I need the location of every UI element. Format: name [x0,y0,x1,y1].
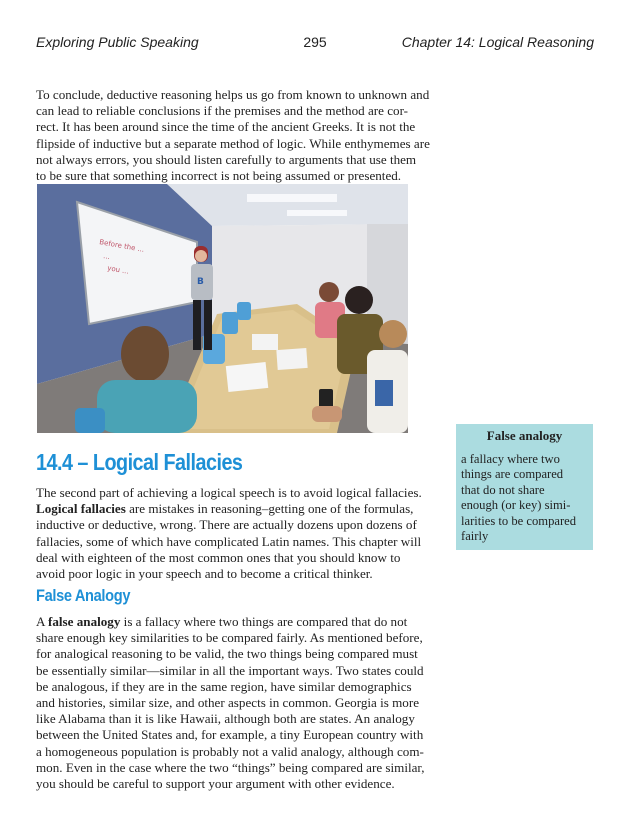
definition-sidebar [456,424,593,550]
intro-line: flipside of inductive but a separate method of logic. While enthymemes are [36,135,430,151]
sidebar-title: False analogy [486,428,563,443]
sidebar-line: that do not share [461,482,545,497]
sidebar-line: things are compared [461,467,564,482]
fallacies-line: inductive or deductive, wrong. There are actually dozens upon dozens of [36,517,417,533]
analogy-line-rest: is a fallacy where two things are compared that do not [120,614,408,629]
analogy-line: between the United States and, for example, a tiny European country with [36,727,424,743]
shirt-letter: B [197,277,204,287]
analogy-line [36,614,448,630]
sidebar-line: larities to be compared [461,513,577,528]
intro-line: to be sure that something incorrect is not being assumed or presented. [36,168,402,184]
false-analogy-paragraph [36,614,448,792]
fallacies-line: The second part of achieving a logical speech is to avoid logical fallacies. [36,485,422,500]
fallacies-line: deal with eighteen of the most common ones that you should know to [36,549,401,565]
sidebar-definition [461,452,576,544]
classroom-photo [37,184,408,433]
intro-line: can lead to reliable conclusions if the premises and the method are cor- [36,103,409,119]
subsection-heading: False Analogy [36,586,131,605]
sidebar-line: a fallacy where two [461,452,560,466]
intro-line: rect. It has been around since the time of the ancient Greeks. It is not the [36,119,416,135]
term-logical-fallacies: Logical fallacies [36,501,126,517]
section-heading: 14.4 – Logical Fallacies [36,449,243,475]
classroom-illustration [37,184,408,433]
analogy-line: for analogical reasoning to be valid, the two things being compared must [36,646,418,662]
analogy-line: a homogeneous population is probably not a valid analogy, although com- [36,743,424,759]
analogy-line: and histories, similar size, and other aspects in common. Georgia is more [36,695,420,711]
sidebar-line: fairly [461,529,489,544]
analogy-line: you should be careful to support your argument with other evidence. [36,776,395,792]
analogy-line-pre: A [36,614,49,629]
fallacies-line: fallacies, some of which have complicated Latin names. This chapter will [36,533,422,549]
analogy-line: mon. Even in the case where the two “things” being compared are similar, [36,759,425,775]
analogy-line: be analogous, if they are in the same region, have similar demographics [36,678,412,694]
fallacies-line [36,501,448,517]
whiteboard-writing: Before the ... [98,238,145,254]
whiteboard-writing: you ... [106,264,130,276]
running-header-chapter: Chapter 14: Logical Reasoning [401,34,594,50]
running-header-title: Exploring Public Speaking [36,34,199,50]
analogy-line: like Alabama than it is like Hawaii, although both are states. An analogy [36,711,415,727]
analogy-line: be essentially similar—similar in all the important ways. Two states could [36,662,424,678]
fallacies-line-rest: are mistakes in reasoning–getting one of the formulas, [125,501,414,517]
fallacies-paragraph [36,485,448,582]
intro-line: To conclude, deductive reasoning helps us go from known to unknown and [36,87,430,102]
sidebar-line: enough (or key) simi- [461,498,571,513]
intro-paragraph [36,87,448,184]
analogy-line: share enough key similarities to be compared fairly. As mentioned before, [36,630,423,646]
whiteboard-writing: ... [102,252,111,262]
intro-line: not always errors, you should listen carefully to arguments that use them [36,151,417,167]
fallacies-line: avoid poor logic in your speech and to become a critical thinker. [36,566,373,582]
page-number: 295 [303,34,327,50]
term-false-analogy: false analogy [48,614,121,629]
